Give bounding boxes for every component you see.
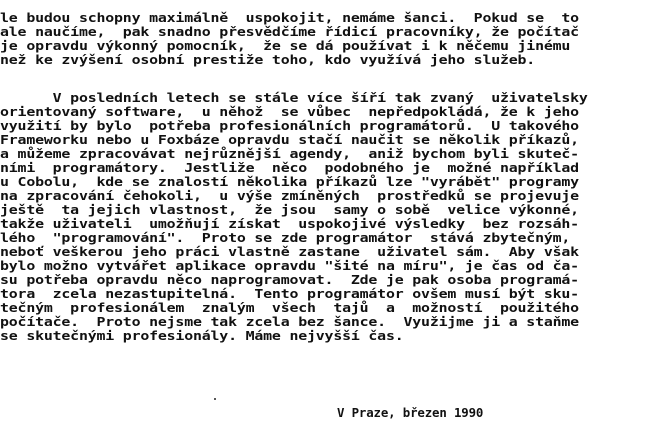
text-line: počítače. Proto nejsme tak zcela bez šance. Využijme ji a staňme (0, 314, 579, 329)
text-line: su potřeba opravdu něco naprogramovat. Zde je pak osoba programá- (0, 272, 579, 287)
text-line: bylo možno vytvářet aplikace opravdu "šité na míru", je čas od ča- (0, 258, 579, 273)
text-line: na zpracování čehokoli, u výše zmíněných prostředků se projevuje (0, 188, 579, 203)
text-line: tečným profesionálem znalým všech tajů a možností použitého (0, 300, 579, 315)
text-line: tora zcela nezastupitelná. Tento programátor ovšem musí být sku- (0, 286, 579, 301)
text-line: ještě ta jejich vlastnost, že jsou samy o sobě velice výkonné, (0, 202, 579, 217)
text-line: se skutečnými profesionály. Máme nejvyšší čas. (0, 328, 404, 343)
text-line: neboť veškerou jeho práci vlastně zastane uživatel sám. Aby však (0, 244, 579, 259)
text-line: lého "programování". Proto se zde programátor stává zbytečným, (0, 230, 571, 245)
text-line: je opravdu výkonný pomocník, že se dá používat i k něčemu jinému (0, 38, 571, 53)
place-and-date: V Praze, březen 1990 (337, 405, 484, 420)
text-line: než ke zvýšení osobní prestiže toho, kdo využívá jeho služeb. (0, 52, 536, 67)
text-line: ale naučíme, pak snadno přesvědčíme řídicí pracovníky, že počítač (0, 24, 579, 39)
stray-dot (214, 398, 216, 400)
text-line: ními programátory. Jestliže něco podobného je možné například (0, 160, 579, 175)
text-line: takže uživateli umožňují získat uspokojivé výsledky bez rozsáh- (0, 216, 579, 231)
text-line: le budou schopny maximálně uspokojit, nemáme šanci. Pokud se to (0, 10, 579, 25)
text-line: V posledních letech se stále více šíří tak zvaný uživatelsky (0, 90, 588, 105)
text-line: orientovaný software, u něhož se vůbec nepředpokládá, že k jeho (0, 104, 579, 119)
text-line: Frameworku nebo u Foxbáze opravdu stačí naučit se několik příkazů, (0, 132, 579, 147)
text-line: a můžeme zpracovávat nejrůznější agendy, aniž bychom byli skuteč- (0, 146, 579, 161)
text-line: využití by bylo potřeba profesionálních programátorů. U takového (0, 118, 579, 133)
text-line: u Cobolu, kde se znalostí několika příkazů lze "vyrábět" programy (0, 174, 579, 189)
